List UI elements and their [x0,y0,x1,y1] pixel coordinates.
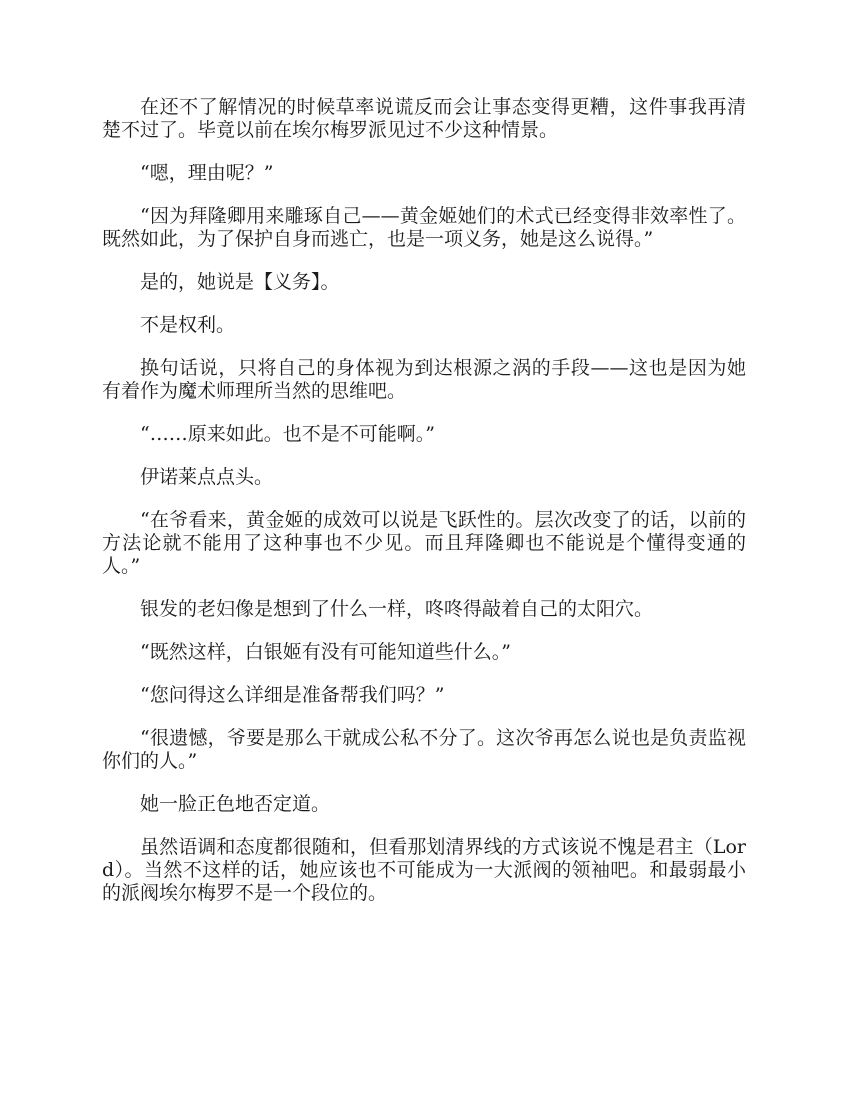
paragraph-11: “既然这样，白银姬有没有可能知道些什么。” [140,641,511,663]
paragraph-4: 是的，她说是【义务】。 [140,271,340,293]
paragraph-15: 虽然语调和态度都很随和，但看那划清界线的方式该说不愧是君主（Lord）。当然不这样的话，她应该也不可能成为一大派阀的领袖吧。和最弱最小的派阀埃尔梅罗不是一个段位的。 [102,836,746,904]
paragraph-10: 银发的老妇像是想到了什么一样，咚咚得敲着自己的太阳穴。 [140,598,654,620]
paragraph-7: “……原来如此。也不是不可能啊。” [140,423,435,445]
paragraph-1: 在还不了解情况的时候草率说谎反而会让事态变得更糟，这件事我再清楚不过了。毕竟以前在埃尔梅罗派见过不少这种情景。 [102,96,746,141]
paragraph-14: 她一脸正色地否定道。 [140,793,331,815]
paragraph-9: “在爷看来，黄金姬的成效可以说是飞跃性的。层次改变了的话，以前的方法论就不能用了这种事也不少见。而且拜隆卿也不能说是个懂得变通的人。” [102,509,746,577]
paragraph-3: “因为拜隆卿用来雕琢自己——黄金姬她们的术式已经变得非效率性了。既然如此，为了保护自身而逃亡，也是一项义务，她是这么说得。” [102,205,746,250]
paragraph-12: “您问得这么详细是准备帮我们吗？” [140,684,445,706]
paragraph-8: 伊诺莱点点头。 [140,466,274,488]
paragraph-13: “很遗憾，爷要是那么干就成公私不分了。这次爷再怎么说也是负责监视你们的人。” [102,727,746,772]
paragraph-2: “嗯，理由呢？” [140,162,274,184]
paragraph-6: 换句话说，只将自己的身体视为到达根源之涡的手段——这也是因为她有着作为魔术师理所当然的思维吧。 [102,357,746,402]
paragraph-5: 不是权利。 [140,314,236,336]
